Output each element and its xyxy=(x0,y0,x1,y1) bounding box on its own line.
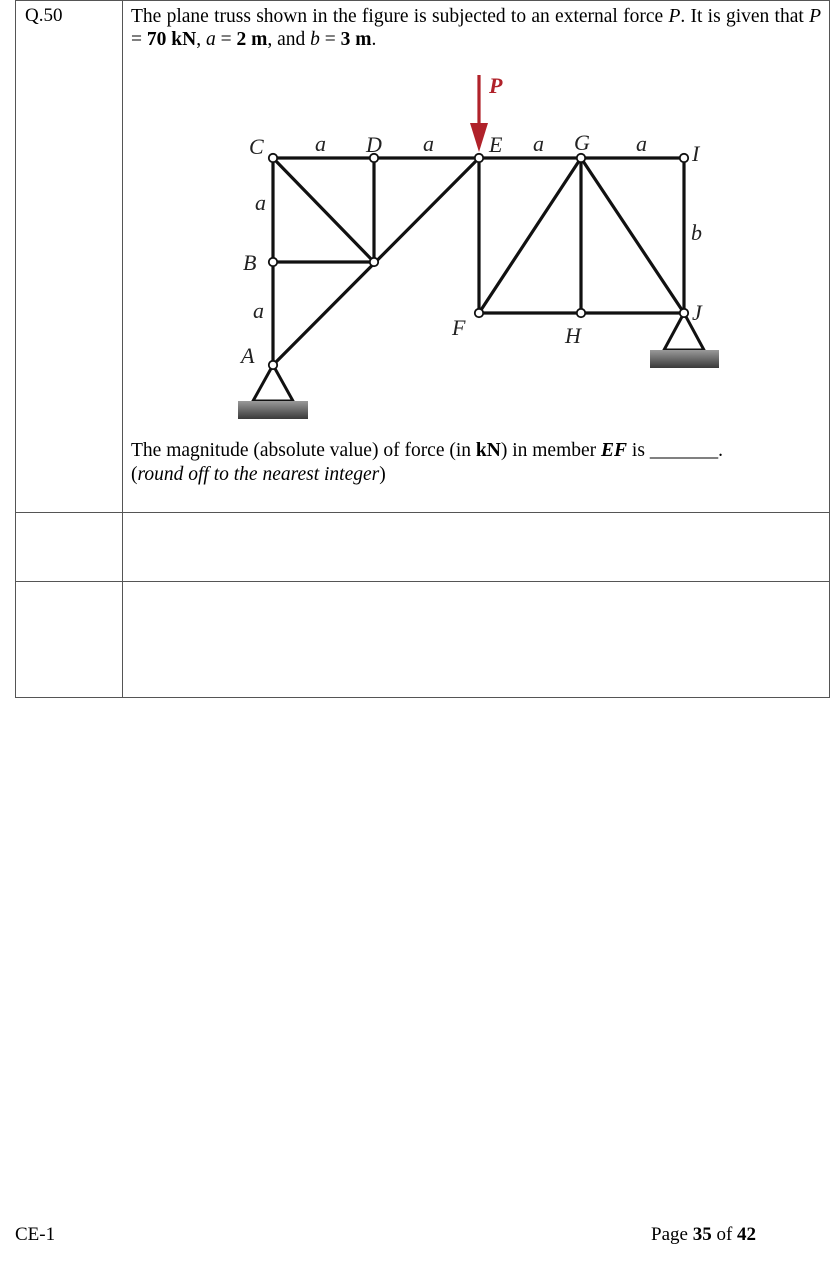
prompt-text: . xyxy=(718,440,723,461)
label-node-e: E xyxy=(489,132,503,157)
stem-var-p: P xyxy=(809,6,821,27)
joint-bd-mid xyxy=(370,258,378,266)
stem-text: = xyxy=(131,29,147,50)
prompt-unit: kN xyxy=(475,440,501,461)
dim-label-eg: a xyxy=(533,131,544,156)
rounding-note: round off to the nearest integer xyxy=(137,464,380,485)
stem-value-p: 70 kN xyxy=(146,29,197,50)
dim-label-de: a xyxy=(423,131,434,156)
answer-blank: _______ xyxy=(649,440,719,461)
member-gj xyxy=(581,158,684,313)
label-node-i: I xyxy=(692,141,700,166)
stem-var-a: a xyxy=(205,29,216,50)
prompt-text: The magnitude (absolute value) of force (in xyxy=(131,440,476,461)
dim-label-ba: a xyxy=(253,298,264,323)
prompt-text: is xyxy=(627,440,650,461)
joint-f xyxy=(475,309,483,317)
truss-diagram xyxy=(131,51,831,436)
question-stem xyxy=(131,5,821,51)
truss-figure xyxy=(131,51,821,436)
stem-text: . It is given that xyxy=(680,6,810,27)
page-prefix: Page xyxy=(651,1224,693,1245)
truss-members xyxy=(273,158,684,365)
joint-e xyxy=(475,154,483,162)
dim-label-cb: a xyxy=(255,190,266,215)
question-prompt xyxy=(131,439,821,509)
stem-text: = xyxy=(215,29,237,50)
empty-row-1 xyxy=(16,513,830,582)
joint-j xyxy=(680,309,688,317)
empty-cell xyxy=(16,513,123,582)
empty-cell xyxy=(123,582,830,698)
label-node-g: G xyxy=(574,130,590,155)
label-node-a: A xyxy=(241,343,255,368)
support-j xyxy=(650,313,719,368)
member-fg xyxy=(479,158,581,313)
page-current: 35 xyxy=(692,1224,712,1245)
joint-b xyxy=(269,258,277,266)
question-body xyxy=(123,1,830,513)
dim-label-ij: b xyxy=(691,220,702,245)
label-node-d: D xyxy=(366,132,382,157)
load-label: P xyxy=(489,73,503,98)
load-arrow-p xyxy=(470,75,488,152)
stem-var-p: P xyxy=(668,6,681,27)
joint-a xyxy=(269,361,277,369)
footer-paper-code: CE-1 xyxy=(15,1224,56,1245)
footer-page-number xyxy=(651,1224,756,1246)
label-node-h: H xyxy=(565,323,581,348)
label-node-f: F xyxy=(452,315,466,340)
empty-cell xyxy=(16,582,123,698)
page-total: 42 xyxy=(737,1224,757,1245)
prompt-text: ) in member xyxy=(500,440,602,461)
empty-cell xyxy=(123,513,830,582)
prompt-member: EF xyxy=(601,440,628,461)
stem-text: . xyxy=(371,29,377,50)
stem-var-b: b xyxy=(310,29,320,50)
dim-label-cd: a xyxy=(315,131,326,156)
empty-row-2 xyxy=(16,582,830,698)
question-number: Q.50 xyxy=(16,1,123,513)
stem-value-a: 2 m xyxy=(236,29,268,50)
question-table xyxy=(15,0,830,698)
joint-h xyxy=(577,309,585,317)
page-of: of xyxy=(711,1224,738,1245)
joint-i xyxy=(680,154,688,162)
stem-text: , xyxy=(196,29,206,50)
member-c-diag xyxy=(273,158,374,262)
label-node-j: J xyxy=(692,300,702,325)
support-a xyxy=(238,365,308,419)
stem-text: , and xyxy=(267,29,311,50)
prompt-text: ( xyxy=(131,464,138,485)
joint-c xyxy=(269,154,277,162)
stem-text: = xyxy=(319,29,341,50)
joint-g xyxy=(577,154,585,162)
stem-value-b: 3 m xyxy=(340,29,372,50)
label-node-c: C xyxy=(249,134,264,159)
label-node-b: B xyxy=(243,250,257,275)
dim-label-gi: a xyxy=(636,131,647,156)
stem-text: The plane truss shown in the figure is subjected to an external force xyxy=(131,6,669,27)
prompt-text: ) xyxy=(379,464,386,485)
question-row xyxy=(16,1,830,513)
